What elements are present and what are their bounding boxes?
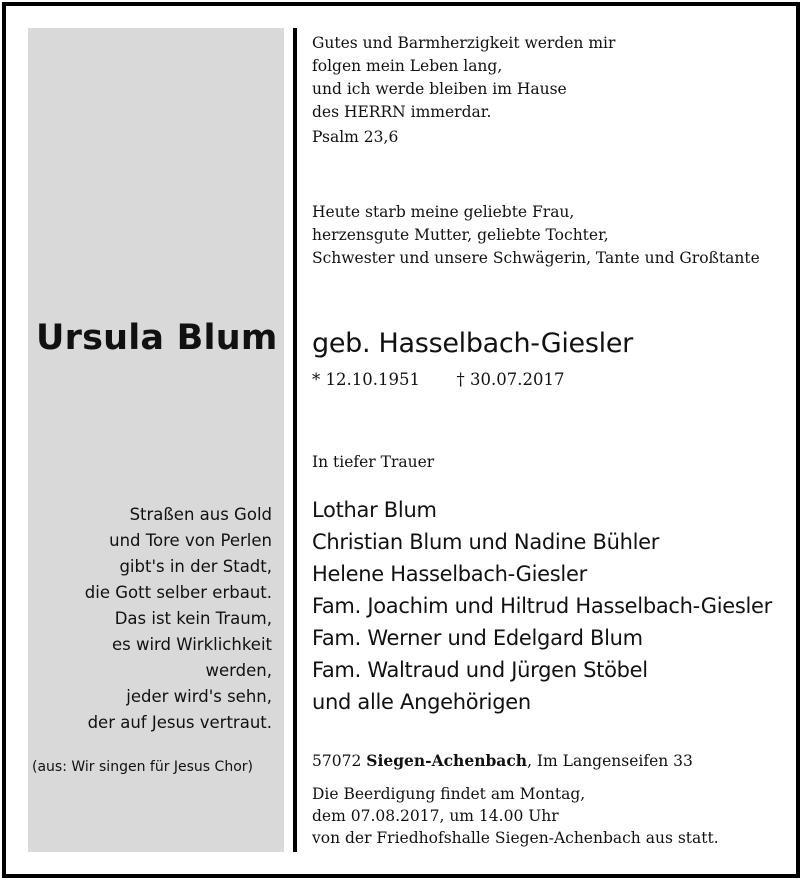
poem-line: werden, [205, 661, 272, 680]
mourners-list [312, 494, 772, 718]
verse-line: Gutes und Barmherzigkeit werden mir [312, 34, 616, 52]
poem-line: Das ist kein Traum, [114, 609, 272, 628]
life-dates [312, 370, 564, 389]
poem [85, 502, 272, 736]
poem-source: (aus: Wir singen für Jesus Chor) [32, 759, 253, 775]
verse-line: des HERRN immerdar. [312, 103, 492, 121]
mourner-name: Fam. Joachim und Hiltrud Hasselbach-Giesler [312, 594, 772, 618]
poem-line: und Tore von Perlen [109, 531, 272, 550]
mourner-name: Fam. Werner und Edelgard Blum [312, 626, 643, 650]
mourner-name: und alle Angehörigen [312, 690, 531, 714]
address [312, 751, 693, 770]
deceased-name: Ursula Blum [36, 318, 278, 358]
poem-line: Straßen aus Gold [129, 505, 272, 524]
poem-line: jeder wird's sehn, [126, 687, 272, 706]
announcement-line: herzensgute Mutter, geliebte Tochter, [312, 226, 609, 244]
postal-code: 57072 [312, 752, 362, 770]
death-date: † 30.07.2017 [456, 370, 565, 389]
mourner-name: Lothar Blum [312, 498, 437, 522]
birth-date: * 12.10.1951 [312, 370, 420, 389]
verse-line: und ich werde bleiben im Hause [312, 80, 567, 98]
vertical-divider [293, 28, 297, 852]
funeral-info [312, 783, 719, 849]
mourner-name: Christian Blum und Nadine Bühler [312, 530, 660, 554]
mourner-name: Helene Hasselbach-Giesler [312, 562, 587, 586]
mourner-name: Fam. Waltraud und Jürgen Stöbel [312, 658, 648, 682]
poem-line: der auf Jesus vertraut. [87, 713, 272, 732]
poem-line: es wird Wirklichkeit [111, 635, 272, 654]
verse-line: folgen mein Leben lang, [312, 57, 503, 75]
bible-verse [312, 32, 615, 124]
verse-reference: Psalm 23,6 [312, 128, 399, 146]
poem-line: gibt's in der Stadt, [119, 557, 272, 576]
funeral-line: von der Friedhofshalle Siegen-Achenbach aus statt. [312, 829, 719, 847]
mourning-heading: In tiefer Trauer [312, 453, 435, 471]
death-announcement [312, 201, 760, 270]
funeral-line: dem 07.08.2017, um 14.00 Uhr [312, 807, 559, 825]
street: , Im Langenseifen 33 [527, 752, 693, 770]
city: Siegen-Achenbach [366, 751, 528, 770]
announcement-line: Heute starb meine geliebte Frau, [312, 203, 575, 221]
poem-line: die Gott selber erbaut. [84, 583, 272, 602]
announcement-line: Schwester und unsere Schwägerin, Tante und Großtante [312, 249, 760, 267]
funeral-line: Die Beerdigung findet am Montag, [312, 785, 586, 803]
maiden-name: geb. Hasselbach-Giesler [312, 328, 633, 359]
